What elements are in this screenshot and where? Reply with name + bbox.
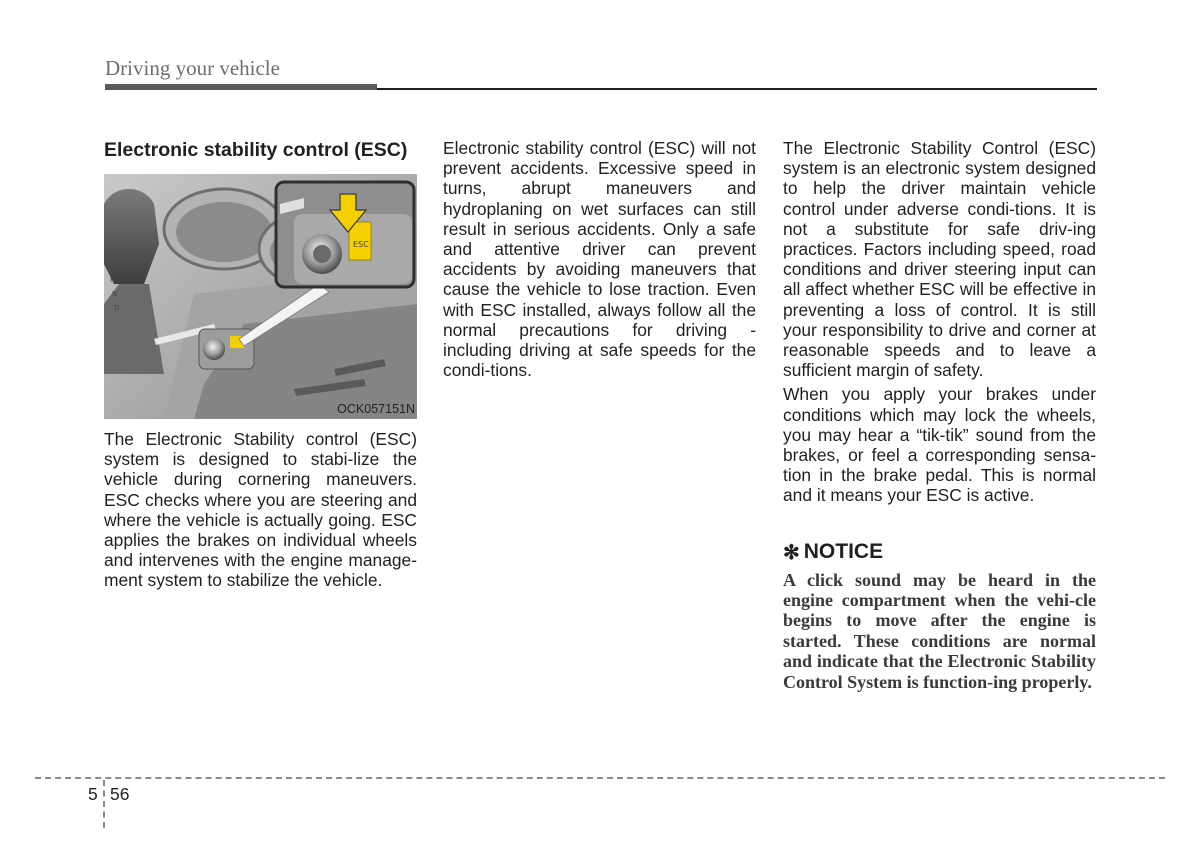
notice-heading [783,540,1096,565]
body-paragraph: When you apply your brakes under conditions which may lock the wheels, you may hear a “tik-tik” sound from the brakes, or feel a corresponding sensa-tion in the brake pedal. This is normal and it means your ESC is active. [783,384,1096,506]
header-rule-accent [105,84,377,90]
center-console-illustration [104,174,417,419]
svg-text:R: R [110,276,115,284]
chapter-number: 5 [88,784,98,804]
footer-rule [35,777,1165,779]
svg-text:ESC: ESC [353,240,369,249]
notice-asterisk-icon: ✻ [783,541,800,564]
column-2 [443,138,756,380]
section-heading: Electronic stability control (ESC) [104,139,408,161]
body-paragraph: Electronic stability control (ESC) will not prevent accidents. Excessive speed in turns, abrupt maneuvers and hydroplaning on wet surfaces can still result in serious accidents. Only a safe and attentive driver can prevent accidents by avoiding maneuvers that cause the vehicle to lose traction. Even with ESC installed, always follow all the normal precautions for driving - including driving at safe speeds for the condi-tions. [443,138,756,381]
notice-heading-label: NOTICE [803,540,884,564]
svg-text:D: D [114,304,120,312]
footer-divider [103,780,105,828]
notice-body: A click sound may be heard in the engine compartment when the vehi-cle begins to move after the engine is started. These conditions are normal and indicate that the Electronic Stability Control System is function-ing properly. [783,569,1096,692]
figure-code: OCK057151N [337,402,415,416]
page-number: 56 [110,784,130,804]
column-1 [104,138,417,591]
column-3 [783,138,1096,692]
body-paragraph: The Electronic Stability Control (ESC) system is an electronic system designed to help the driver maintain vehicle control under adverse condi-tions. It is not a substitute for safe driv-ing practices. Factors including speed, road conditions and driver steering input can all affect whether ESC will be effective in preventing a loss of control. It is still your responsibility to drive and corner at reasonable speeds and to leave a sufficient margin of safety. [783,138,1096,381]
svg-text:N: N [112,290,118,298]
body-paragraph: The Electronic Stability control (ESC) system is designed to stabi-lize the vehicle during cornering maneuvers. ESC checks where you are steering and where the vehicle is actually going. ESC applies the brakes on individual wheels and intervenes with the engine manage-ment system to stabilize the vehicle. [104,429,417,591]
page-header-title: Driving your vehicle [105,56,280,80]
esc-figure [104,174,417,419]
